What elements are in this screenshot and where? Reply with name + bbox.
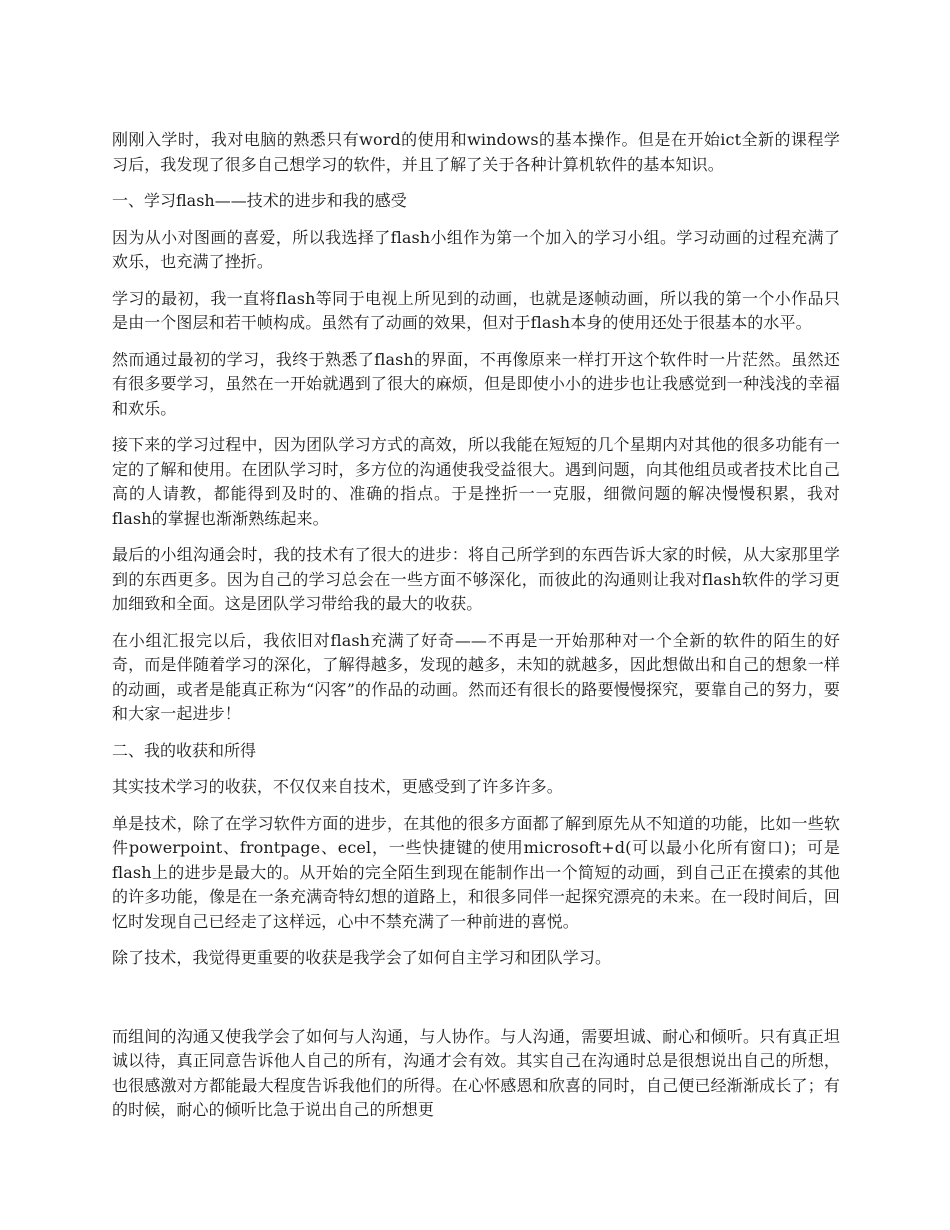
paragraph-team-learning: 接下来的学习过程中，因为团队学习方式的高效，所以我能在短短的几个星期内对其他的很多功能有一定的了解和使用。在团队学习时，多方位的沟通使我受益很大。遇到问题，向其他组员或者技术比自己高的人请教，都能得到及时的、准确的指点。于是挫折一一克服，细微问题的解决慢慢积累，我对flash的掌握也渐渐熟练起来。 bbox=[112, 435, 840, 528]
paragraph-flash-beginning: 学习的最初，我一直将flash等同于电视上所见到的动画，也就是逐帧动画，所以我的第一个小作品只是由一个图层和若干帧构成。虽然有了动画的效果，但对于flash本身的使用还处于很基本的水平。 bbox=[112, 288, 840, 332]
paragraph-gains-summary: 其实技术学习的收获，不仅仅来自技术，更感受到了许多许多。 bbox=[112, 777, 563, 796]
document-page bbox=[112, 128, 840, 1135]
paragraph-flash-choice: 因为从小对图画的喜爱，所以我选择了flash小组作为第一个加入的学习小组。学习动画的过程充满了欢乐，也充满了挫折。 bbox=[112, 227, 840, 271]
paragraph-gap bbox=[112, 983, 840, 1025]
section-heading-gains: 二、我的收获和所得 bbox=[112, 740, 257, 760]
section-heading-flash: 一、学习flash——技术的进步和我的感受 bbox=[112, 191, 407, 210]
paragraph-flash-interface: 然而通过最初的学习，我终于熟悉了flash的界面，不再像原来一样打开这个软件时一片茫然。虽然还有很多要学习，虽然在一开始就遇到了很大的麻烦，但是即使小小的进步也让我感觉到一种浅浅的幸福和欢乐。 bbox=[112, 349, 840, 418]
paragraph-self-learning: 除了技术，我觉得更重要的收获是我学会了如何自主学习和团队学习。 bbox=[112, 948, 612, 967]
paragraph-group-meeting: 最后的小组沟通会时，我的技术有了很大的进步：将自己所学到的东西告诉大家的时候，从大家那里学到的东西更多。因为自己的学习总会在一些方面不够深化，而彼此的沟通则让我对flash软件的学习更加细致和全面。这是团队学习带给我的最大的收获。 bbox=[112, 545, 840, 613]
paragraph-technical-gains: 单是技术，除了在学习软件方面的进步，在其他的很多方面都了解到原先从不知道的功能，比如一些软件powerpoint、frontpage、ecel，一些快捷键的使用microsoft+d(可以最小化所有窗口)；可是flash上的进步是最大的。从开始的完全陌生到现在能制作出一个简短的动画，到自己正在摸索的其他的许多功能，像是在一条充满奇特幻想的道路上，和很多同伴一起探究漂亮的未来。在一段时间后，回忆时发现自己已经走了这样远，心中不禁充满了一种前进的喜悦。 bbox=[112, 813, 840, 931]
paragraph-curiosity: 在小组汇报完以后，我依旧对flash充满了好奇——不再是一开始那种对一个全新的软件的陌生的好奇，而是伴随着学习的深化，了解得越多，发现的越多，未知的就越多，因此想做出和自己的想象一样的动画，或者是能真正称为“闪客”的作品的动画。然而还有很长的路要慢慢探究，要靠自己的努力，要和大家一起进步！ bbox=[112, 630, 840, 723]
paragraph-communication: 而组间的沟通又使我学会了如何与人沟通，与人协作。与人沟通，需要坦诚、耐心和倾听。只有真正坦诚以待，真正同意告诉他人自己的所有，沟通才会有效。其实自己在沟通时总是很想说出自己的所想，也很感激对方都能最大程度告诉我他们的所得。在心怀感恩和欣喜的同时，自己便已经渐渐成长了；有的时候，耐心的倾听比急于说出自己的所想更 bbox=[112, 1026, 840, 1119]
paragraph-intro: 刚刚入学时，我对电脑的熟悉只有word的使用和windows的基本操作。但是在开始ict全新的课程学习后，我发现了很多自己想学习的软件，并且了解了关于各种计算机软件的基本知识。 bbox=[112, 130, 840, 174]
